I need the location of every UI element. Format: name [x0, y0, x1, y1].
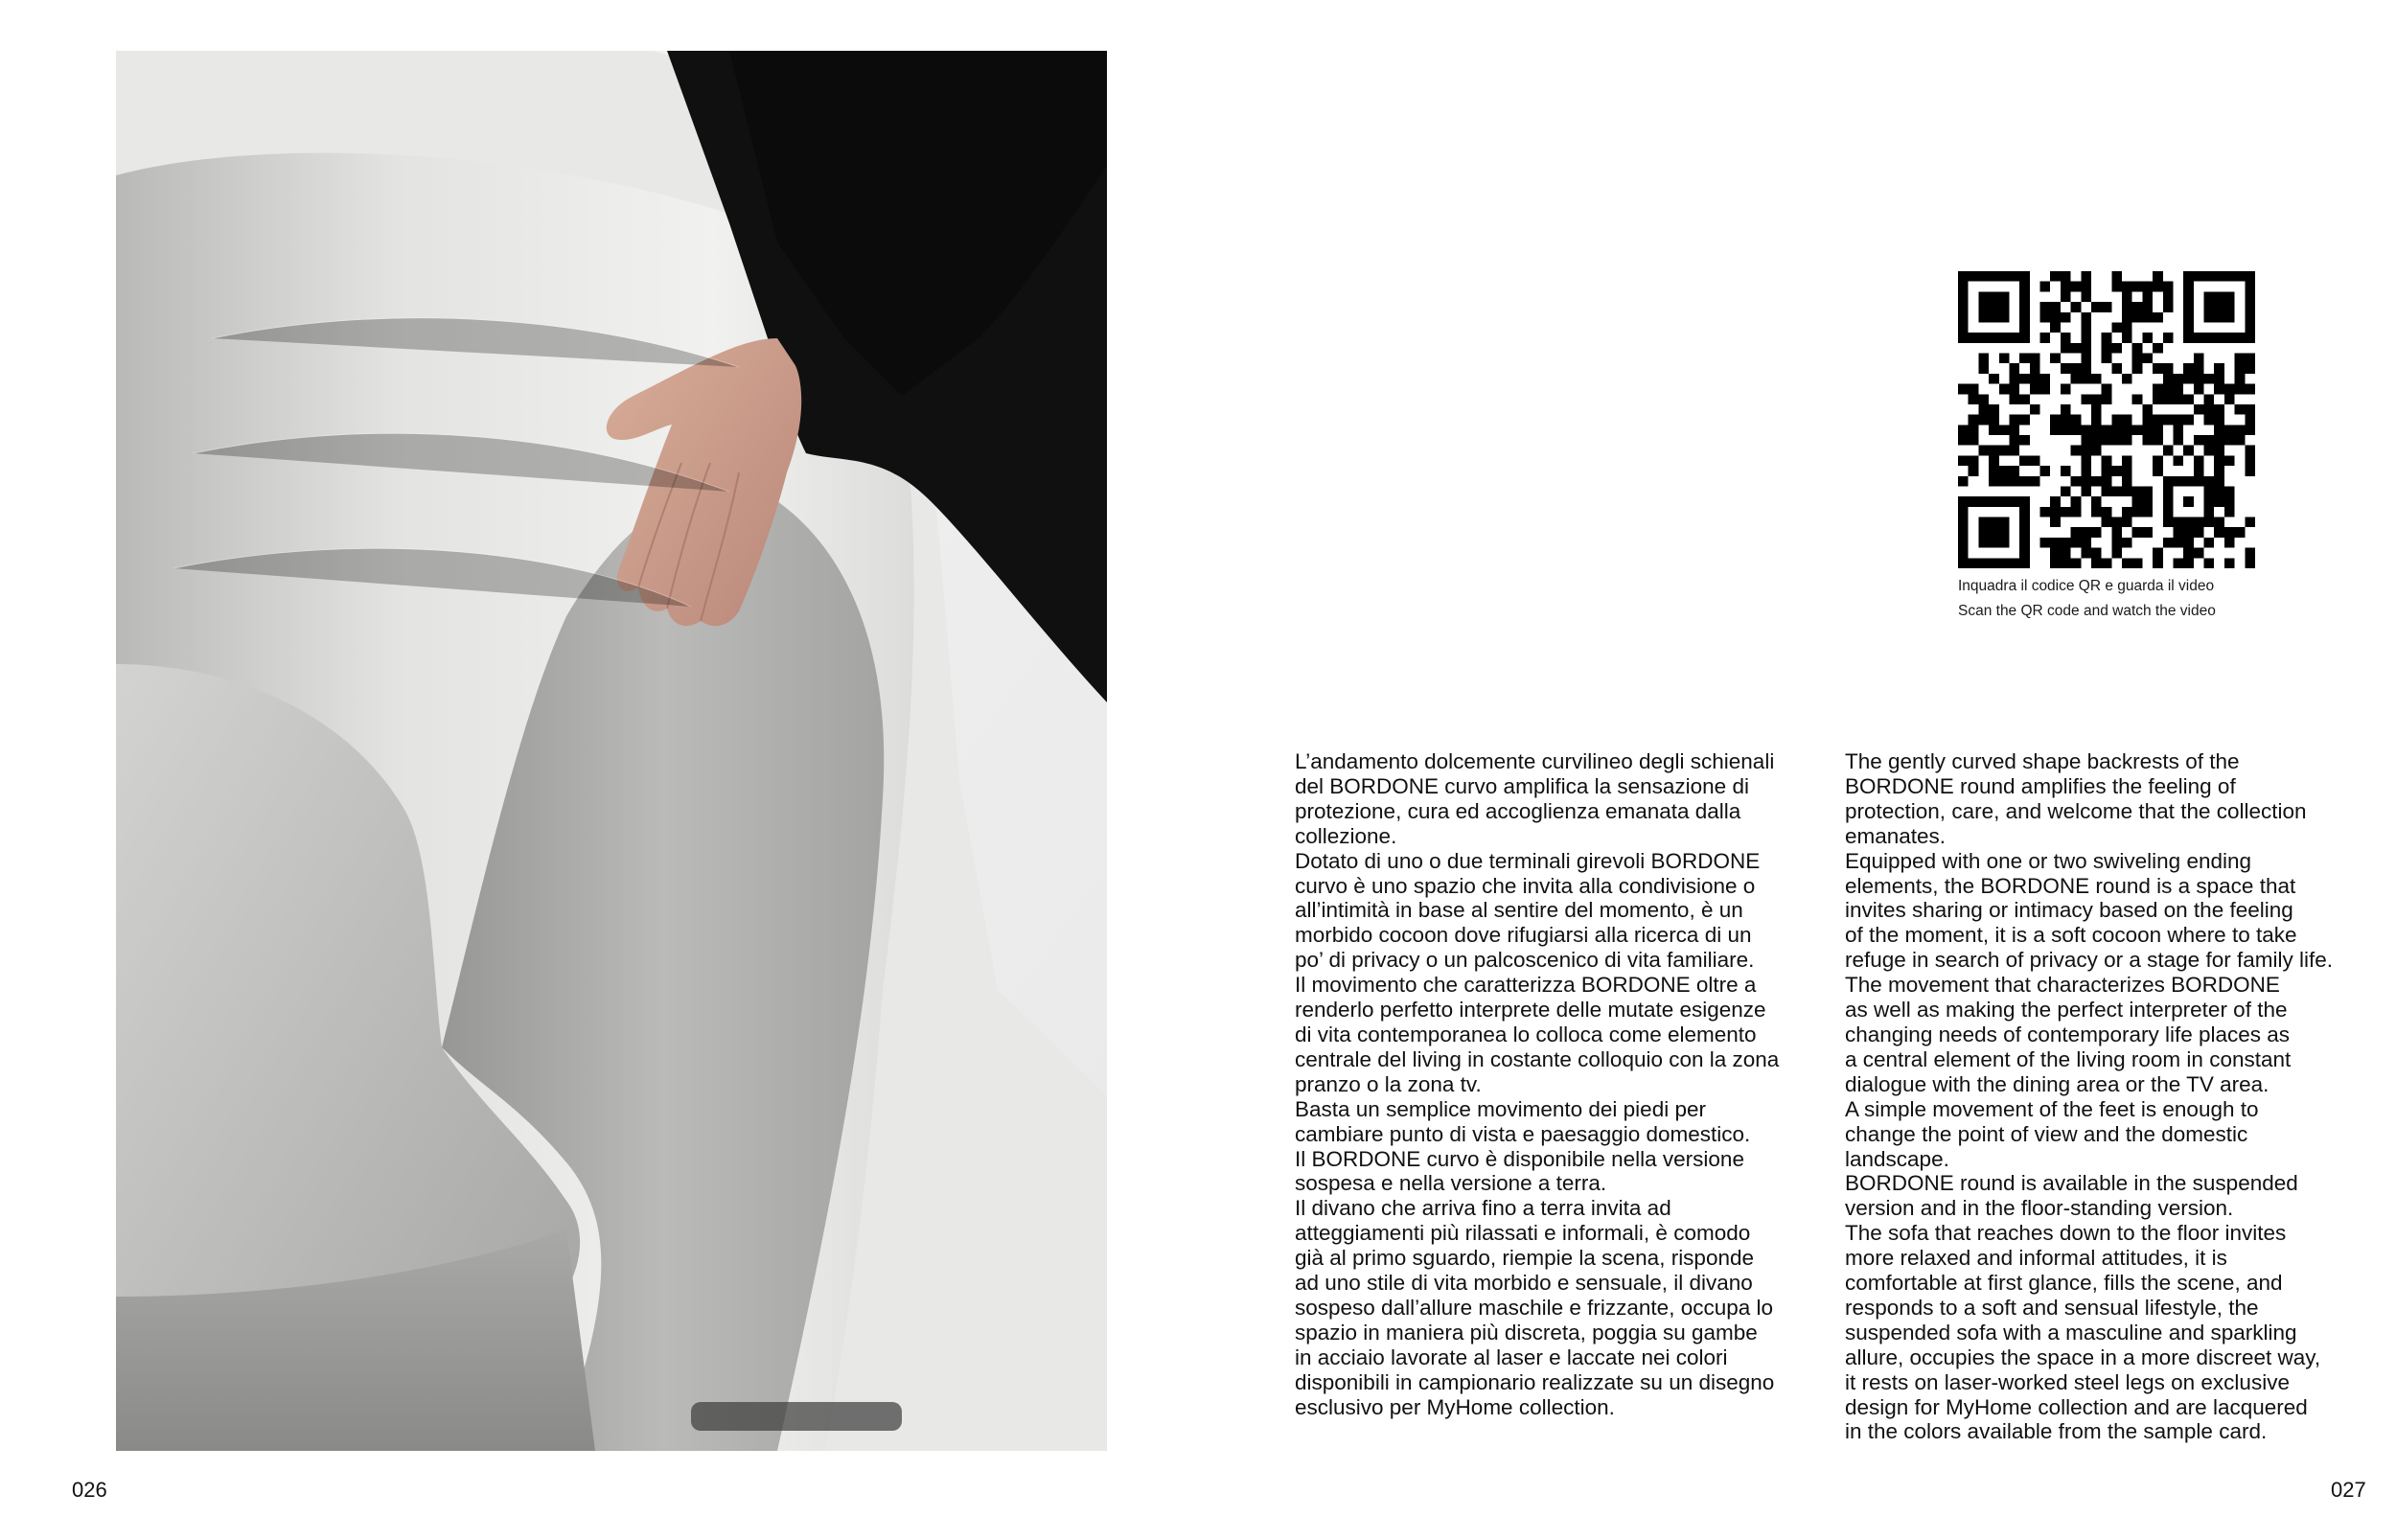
english-text-line: protection, care, and welcome that the collection [1845, 798, 2307, 823]
italian-text-line: di vita contemporanea lo colloca come elemento [1295, 1022, 1757, 1046]
english-text-line: more relaxed and informal attitudes, it is [1845, 1246, 2227, 1271]
english-text-line: Equipped with one or two swiveling ending [1845, 848, 2252, 873]
italian-text-line: Dotato di uno o due terminali girevoli BORDONE [1295, 848, 1761, 873]
italian-text-line: Il BORDONE curvo è disponibile nella versione [1295, 1146, 1744, 1171]
english-text-line: version and in the floor-standing version. [1845, 1196, 2234, 1221]
english-text-line: invites sharing or intimacy based on the feeling [1845, 898, 2293, 923]
english-text-line: allure, occupies the space in a more discreet way, [1845, 1345, 2321, 1369]
italian-text-line: sospesa e nella versione a terra. [1295, 1171, 1607, 1196]
italian-text-line: renderlo perfetto interprete delle mutate esigenze [1295, 998, 1766, 1023]
english-text-line: elements, the BORDONE round is a space that [1845, 873, 2296, 898]
italian-text-line: Basta un semplice movimento dei piedi per [1295, 1096, 1706, 1121]
english-text-line: comfortable at first glance, fills the scene, and [1845, 1271, 2283, 1296]
italian-text-line: sospeso dall’allure maschile e frizzante, occupa lo [1295, 1295, 1774, 1320]
english-text-line: landscape. [1845, 1146, 1949, 1171]
italian-text-line: L’andamento dolcemente curvilineo degli schienali [1295, 749, 1775, 773]
italian-text-line: esclusivo per MyHome collection. [1295, 1394, 1615, 1419]
english-text-line: suspended sofa with a masculine and sparkling [1845, 1320, 2297, 1345]
english-text-line: BORDONE round amplifies the feeling of [1845, 773, 2236, 798]
italian-text-line: Il movimento che caratterizza BORDONE oltre a [1295, 973, 1757, 998]
english-text-line: A simple movement of the feet is enough to [1845, 1096, 2259, 1121]
qr-caption-italian: Inquadra il codice QR e guarda il video [1958, 578, 2215, 594]
italian-text-line: del BORDONE curvo amplifica la sensazione di [1295, 773, 1749, 798]
product-photo [116, 51, 1107, 1451]
english-text-line: in the colors available from the sample card. [1845, 1419, 2268, 1444]
english-text-line: BORDONE round is available in the suspended [1845, 1171, 2298, 1196]
italian-text-column [1295, 749, 1832, 1419]
italian-text-line: spazio in maniera più discreta, poggia su gambe [1295, 1320, 1758, 1345]
page-number-left: 026 [72, 1478, 107, 1502]
english-text-line: change the point of view and the domestic [1845, 1121, 2248, 1146]
english-text-line: it rests on laser-worked steel legs on exclusive [1845, 1369, 2290, 1394]
qr-code-icon[interactable] [1958, 271, 2255, 568]
italian-text-line: protezione, cura ed accoglienza emanata dalla [1295, 798, 1741, 823]
italian-text-line: all’intimità in base al sentire del momento, è un [1295, 898, 1743, 923]
italian-text-line: curvo è uno spazio che invita alla condivisione o [1295, 873, 1756, 898]
english-text-line: responds to a soft and sensual lifestyle, the [1845, 1295, 2259, 1320]
italian-text-line: cambiare punto di vista e paesaggio domestico. [1295, 1121, 1751, 1146]
english-text-line: dialogue with the dining area or the TV area. [1845, 1071, 2269, 1096]
english-text-line: a central element of the living room in constant [1845, 1046, 2292, 1071]
english-text-line: design for MyHome collection and are lacquered [1845, 1394, 2308, 1419]
english-text-line: refuge in search of privacy or a stage for family life. [1845, 948, 2333, 973]
english-text-line: of the moment, it is a soft cocoon where to take [1845, 923, 2297, 948]
italian-text-line: ad uno stile di vita morbido e sensuale, il divano [1295, 1271, 1753, 1296]
english-text-line: The gently curved shape backrests of the [1845, 749, 2240, 773]
italian-text-line: po’ di privacy o un palcoscenico di vita familiare. [1295, 948, 1755, 973]
english-text-line: as well as making the perfect interpreter of the [1845, 998, 2288, 1023]
sofa-photo-illustration [116, 51, 1107, 1451]
italian-text-line: in acciaio lavorate al laser e laccate nei colori [1295, 1345, 1728, 1369]
english-text-column [1845, 749, 2382, 1444]
english-text-line: The sofa that reaches down to the floor invites [1845, 1221, 2287, 1246]
english-text-line: The movement that characterizes BORDONE [1845, 973, 2280, 998]
italian-text-line: pranzo o la zona tv. [1295, 1071, 1482, 1096]
page-number-right: 027 [2331, 1478, 2366, 1502]
italian-text-line: morbido cocoon dove rifugiarsi alla ricerca di un [1295, 923, 1752, 948]
italian-text-line: Il divano che arriva fino a terra invita ad [1295, 1196, 1671, 1221]
english-text-line: changing needs of contemporary life places as [1845, 1022, 2291, 1046]
english-text-line: emanates. [1845, 823, 1947, 848]
qr-caption-english: Scan the QR code and watch the video [1958, 603, 2216, 619]
qr-section [1958, 271, 2265, 624]
italian-text-line: centrale del living in costante colloquio con la zona [1295, 1046, 1780, 1071]
italian-text-line: già al primo sguardo, riempie la scena, risponde [1295, 1246, 1755, 1271]
italian-text-line: atteggiamenti più rilassati e informali, è comodo [1295, 1221, 1751, 1246]
italian-text-line: collezione. [1295, 823, 1397, 848]
italian-text-line: disponibili in campionario realizzate su un disegno [1295, 1369, 1775, 1394]
